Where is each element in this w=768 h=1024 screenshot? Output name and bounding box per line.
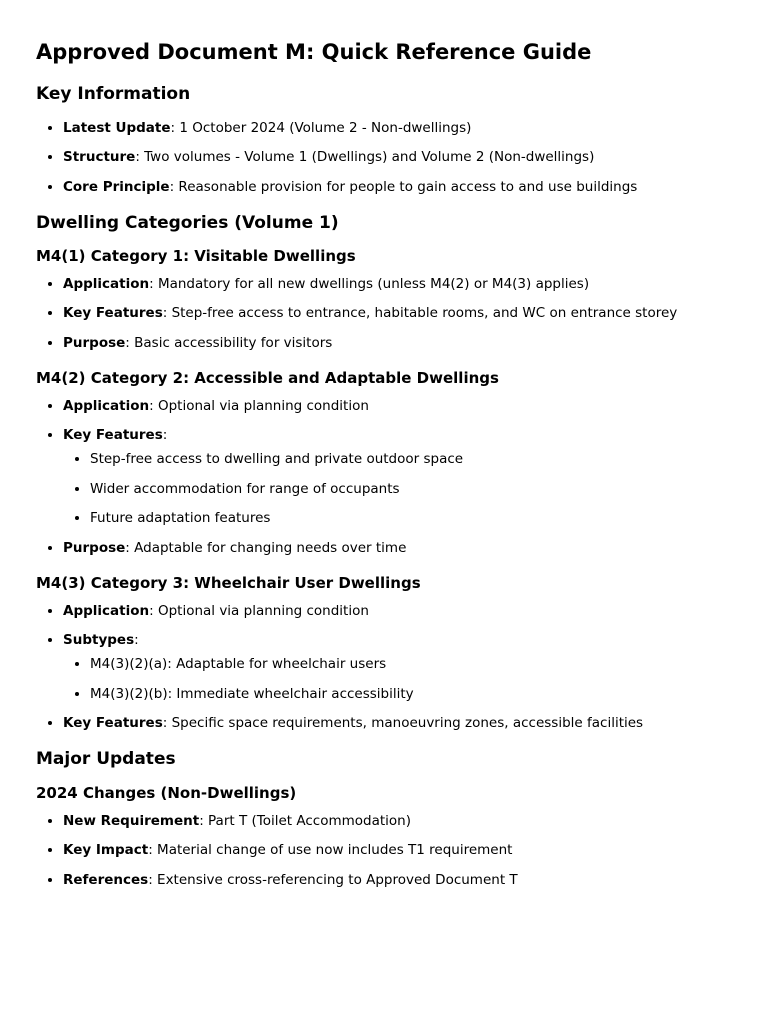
list-item [63,275,732,294]
list-item [63,631,732,704]
list-item [63,119,732,138]
item-label: Purpose [63,334,126,351]
item-text: : Extensive cross-referencing to Approved Document T [148,871,518,888]
list-item [63,397,732,416]
m41-list [36,275,732,353]
section-heading-dwelling-categories: Dwelling Categories (Volume 1) [36,212,339,233]
item-label: Latest Update [63,119,171,136]
list-item [63,178,732,197]
item-text: : Two volumes - Volume 1 (Dwellings) and Volume 2 (Non-dwellings) [135,149,595,166]
sub-list-item: • M4(3)(2)(b): Immediate wheelchair accessibility [90,685,732,704]
item-label: Subtypes [63,632,135,649]
item-label: Application [63,397,150,414]
item-label: References [63,871,149,888]
item-label: Purpose [63,539,126,556]
list-item [63,714,732,733]
sub-list-item: • Future adaptation features [90,509,732,528]
item-text: : Optional via planning condition [149,602,369,619]
item-label: Application [63,275,150,292]
sub-list [63,655,732,704]
sub-list-item: • Step-free access to dwelling and private outdoor space [90,450,732,469]
subsection-heading-m42: M4(2) Category 2: Accessible and Adaptable Dwellings [36,368,499,387]
item-text: : 1 October 2024 (Volume 2 - Non-dwellings) [170,119,472,136]
sub-list-item: • Wider accommodation for range of occupants [90,480,732,499]
list-item [63,334,732,353]
item-label: Core Principle [63,178,170,195]
m42-list [36,397,732,558]
item-text: : [162,427,168,444]
item-label: Key Features [63,715,163,732]
document-title: Approved Document M: Quick Reference Guide [36,40,592,64]
list-item [63,812,732,831]
item-label: New Requirement [63,812,200,829]
subsection-heading-m41: M4(1) Category 1: Visitable Dwellings [36,246,356,265]
item-text: : Specific space requirements, manoeuvring zones, accessible facilities [162,715,644,732]
item-text: : Material change of use now includes T1 requirement [148,842,513,859]
sub-list [63,450,732,528]
list-item [63,871,732,890]
list-item [63,539,732,558]
item-text: : Optional via planning condition [149,397,369,414]
subsection-heading-m43: M4(3) Category 3: Wheelchair User Dwellings [36,573,421,592]
item-label: Key Features [63,305,163,322]
item-text: : Step-free access to entrance, habitable rooms, and WC on entrance storey [162,305,678,322]
list-item [63,148,732,167]
m43-list [36,602,732,734]
changes-2024-list [36,812,732,890]
item-label: Key Features [63,427,163,444]
section-heading-key-information: Key Information [36,84,191,105]
item-text: : Mandatory for all new dwellings (unless M4(2) or M4(3) applies) [149,275,590,292]
section-heading-major-updates: Major Updates [36,749,176,770]
sub-list-item: • M4(3)(2)(a): Adaptable for wheelchair users [90,655,732,674]
item-label: Structure [63,149,136,166]
item-text: : Part T (Toilet Accommodation) [199,812,412,829]
item-label: Application [63,602,150,619]
item-text: : Basic accessibility for visitors [125,334,333,351]
item-text: : Reasonable provision for people to gain access to and use buildings [169,178,638,195]
subsection-heading-2024-changes: 2024 Changes (Non-Dwellings) [36,783,297,802]
list-item [63,841,732,860]
item-text: : [134,632,139,649]
list-item [63,602,732,621]
list-item [63,304,732,323]
list-item [63,426,732,528]
item-text: : Adaptable for changing needs over time [125,539,407,556]
key-information-list [36,119,732,197]
item-label: Key Impact [63,842,149,859]
